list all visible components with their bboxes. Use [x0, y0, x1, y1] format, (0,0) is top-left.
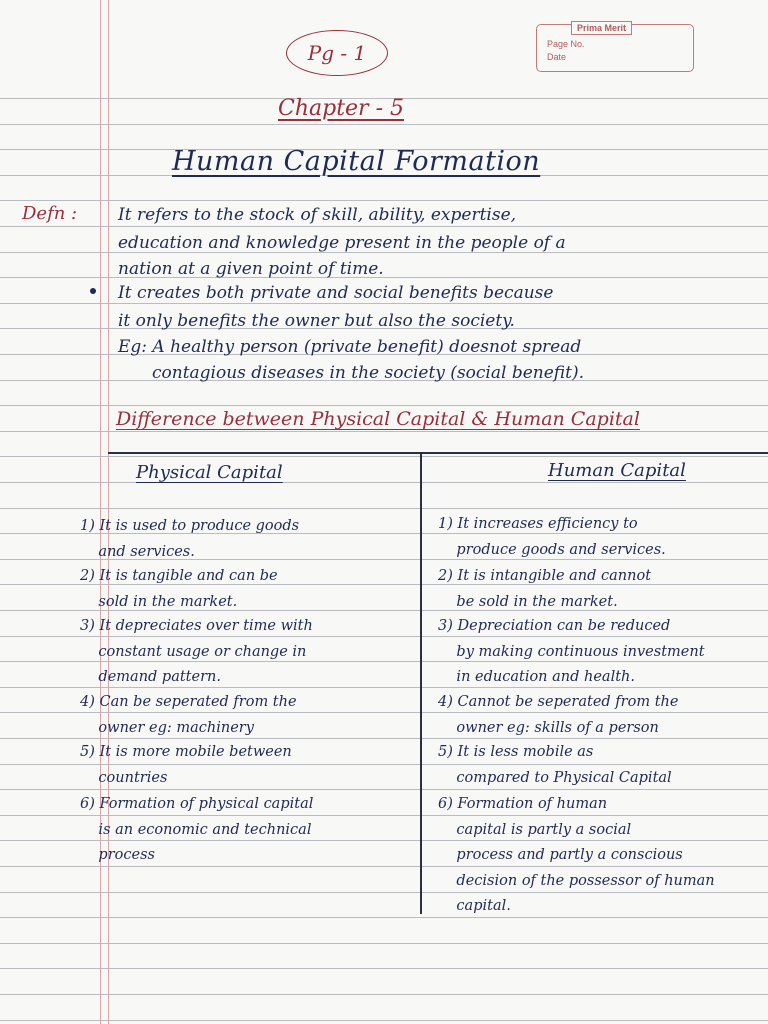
physical-point: 5) It is more mobile between countries [80, 744, 292, 786]
ruled-line [0, 226, 768, 227]
margin-line-left [100, 0, 101, 1024]
physical-point: 6) Formation of physical capital is an economic and technical process [80, 796, 314, 863]
ruled-line [0, 968, 768, 969]
ruled-line [0, 277, 768, 278]
human-point: 3) Depreciation can be reduced by making continuous investment in education and health. [438, 618, 705, 685]
ruled-line [0, 431, 768, 432]
example-line: contagious diseases in the society (social benefit). [152, 363, 584, 383]
stamp-page-no: Page No. [547, 39, 585, 49]
column-header-physical: Physical Capital [136, 462, 283, 483]
bullet-dot [90, 288, 96, 294]
ruled-line [0, 943, 768, 944]
bullet-line: it only benefits the owner but also the society. [118, 311, 515, 331]
stamp-date: Date [547, 52, 567, 62]
margin-line-right [108, 0, 109, 1024]
page-marker: Pg - 1 [286, 30, 388, 76]
difference-heading: Difference between Physical Capital & Human Capital [116, 408, 640, 430]
ruled-line [0, 405, 768, 406]
column-header-human: Human Capital [548, 460, 686, 481]
physical-point: 1) It is used to produce goods and services. [80, 518, 300, 560]
ruled-line [0, 124, 768, 125]
physical-point: 2) It is tangible and can be sold in the market. [80, 568, 278, 610]
definition-line: education and knowledge present in the people of a [118, 233, 566, 253]
stamp-brand: Prima Merit [571, 21, 632, 35]
human-point: 6) Formation of human capital is partly a social process and partly a conscious decision of the possessor of human capital. [438, 796, 715, 914]
page-stamp [536, 24, 694, 72]
definition-line: It refers to the stock of skill, ability, expertise, [118, 205, 517, 225]
ruled-line [0, 456, 768, 457]
example-line: Eg: A healthy person (private benefit) doesnot spread [118, 337, 582, 357]
page-title: Human Capital Formation [172, 146, 541, 177]
chapter-heading: Chapter - 5 [278, 96, 404, 121]
ruled-line [0, 482, 768, 483]
table-divider-vertical [420, 452, 422, 914]
physical-point: 4) Can be seperated from the owner eg: machinery [80, 694, 297, 736]
human-point: 5) It is less mobile as compared to Physical Capital [438, 744, 672, 786]
definition-label: Defn : [22, 203, 78, 224]
ruled-line [0, 1020, 768, 1021]
ruled-line [0, 508, 768, 509]
physical-point: 3) It depreciates over time with constant usage or change in demand pattern. [80, 618, 313, 685]
ruled-line [0, 994, 768, 995]
human-point: 4) Cannot be seperated from the owner eg: skills of a person [438, 694, 679, 736]
table-divider-horizontal [108, 452, 768, 454]
human-point: 2) It is intangible and cannot be sold in the market. [438, 568, 652, 610]
human-point: 1) It increases efficiency to produce goods and services. [438, 516, 666, 558]
ruled-line [0, 200, 768, 201]
bullet-line: It creates both private and social benefits because [118, 283, 554, 303]
definition-line: nation at a given point of time. [118, 259, 384, 279]
